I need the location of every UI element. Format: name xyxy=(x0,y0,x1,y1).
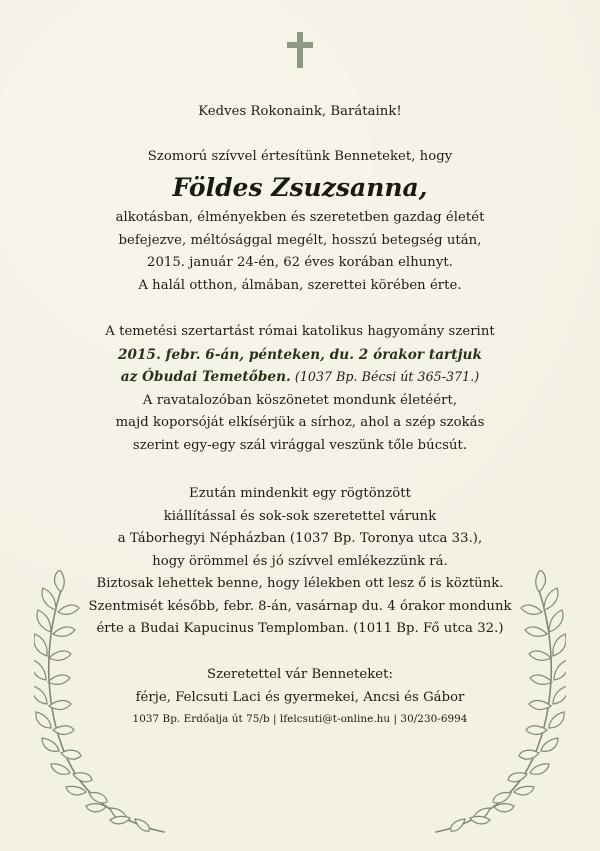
funeral-details xyxy=(60,321,540,457)
funeral-line: majd koporsóját elkísérjük a sírhoz, ahol a szép szokás xyxy=(115,415,485,430)
reception-line: Szentmisét később, febr. 8-án, vasárnap du. 4 órakor mondunk xyxy=(88,598,512,614)
reception-line: kiállítással és sok-sok szeretettel várunk xyxy=(163,508,437,524)
funeral-line: szerint egy-egy szál virággal veszünk tőle búcsút. xyxy=(132,437,468,453)
life-summary-line: alkotásban, élményekben és szeretetben gazdag életét xyxy=(115,210,485,225)
funeral-date: 2015. febr. 6-án, pénteken, du. 2 órakor tartjuk xyxy=(118,346,482,363)
funeral-line: A temetési szertartást római katolikus hagyomány szerint xyxy=(105,324,495,339)
life-summary-line: 2015. január 24-én, 62 éves korában elhunyt. xyxy=(147,255,453,270)
funeral-address: (1037 Bp. Bécsi út 365-371.) xyxy=(290,369,480,384)
family-names: férje, Felcsuti Laci és gyermekei, Ancsi és Gábor xyxy=(135,689,465,705)
reception-line: hogy örömmel és jó szívvel emlékezzünk rá. xyxy=(152,553,448,569)
reception-line: érte a Budai Kapucinus Templomban. (1011 Bp. Fő utca 32.) xyxy=(96,621,504,636)
funeral-line: A ravatalozóban köszönetet mondunk életéért, xyxy=(142,392,458,408)
funeral-place-line xyxy=(60,366,540,390)
closing-line: Szeretettel vár Benneteket: xyxy=(207,667,393,682)
reception-line: Ezután mindenkit egy rögtönzött xyxy=(189,486,411,501)
life-summary xyxy=(60,207,540,297)
cross-icon xyxy=(287,32,313,68)
contact-info: 1037 Bp. Erdőalja út 75/b | lfelcsuti@t-online.hu | 30/230-6994 xyxy=(132,713,468,725)
laurel-branch-right-icon xyxy=(426,570,566,835)
life-summary-line: befejezve, méltósággal megélt, hosszú betegség után, xyxy=(118,232,482,248)
laurel-branch-left-icon xyxy=(34,570,174,835)
life-summary-line: A halál otthon, álmában, szerettei körében érte. xyxy=(138,277,462,293)
reception-line: a Táborhegyi Népházban (1037 Bp. Toronya utca 33.), xyxy=(117,531,483,546)
funeral-place: az Óbudai Temetőben. xyxy=(120,369,291,385)
reception-line: Biztosak lehettek benne, hogy lélekben ott lesz ő is köztünk. xyxy=(96,576,504,591)
greeting: Kedves Rokonaink, Barátaink! xyxy=(198,104,402,119)
intro-line: Szomorú szívvel értesítünk Benneteket, hogy xyxy=(147,149,453,164)
deceased-name: Földes Zsuzsanna, xyxy=(172,173,428,202)
